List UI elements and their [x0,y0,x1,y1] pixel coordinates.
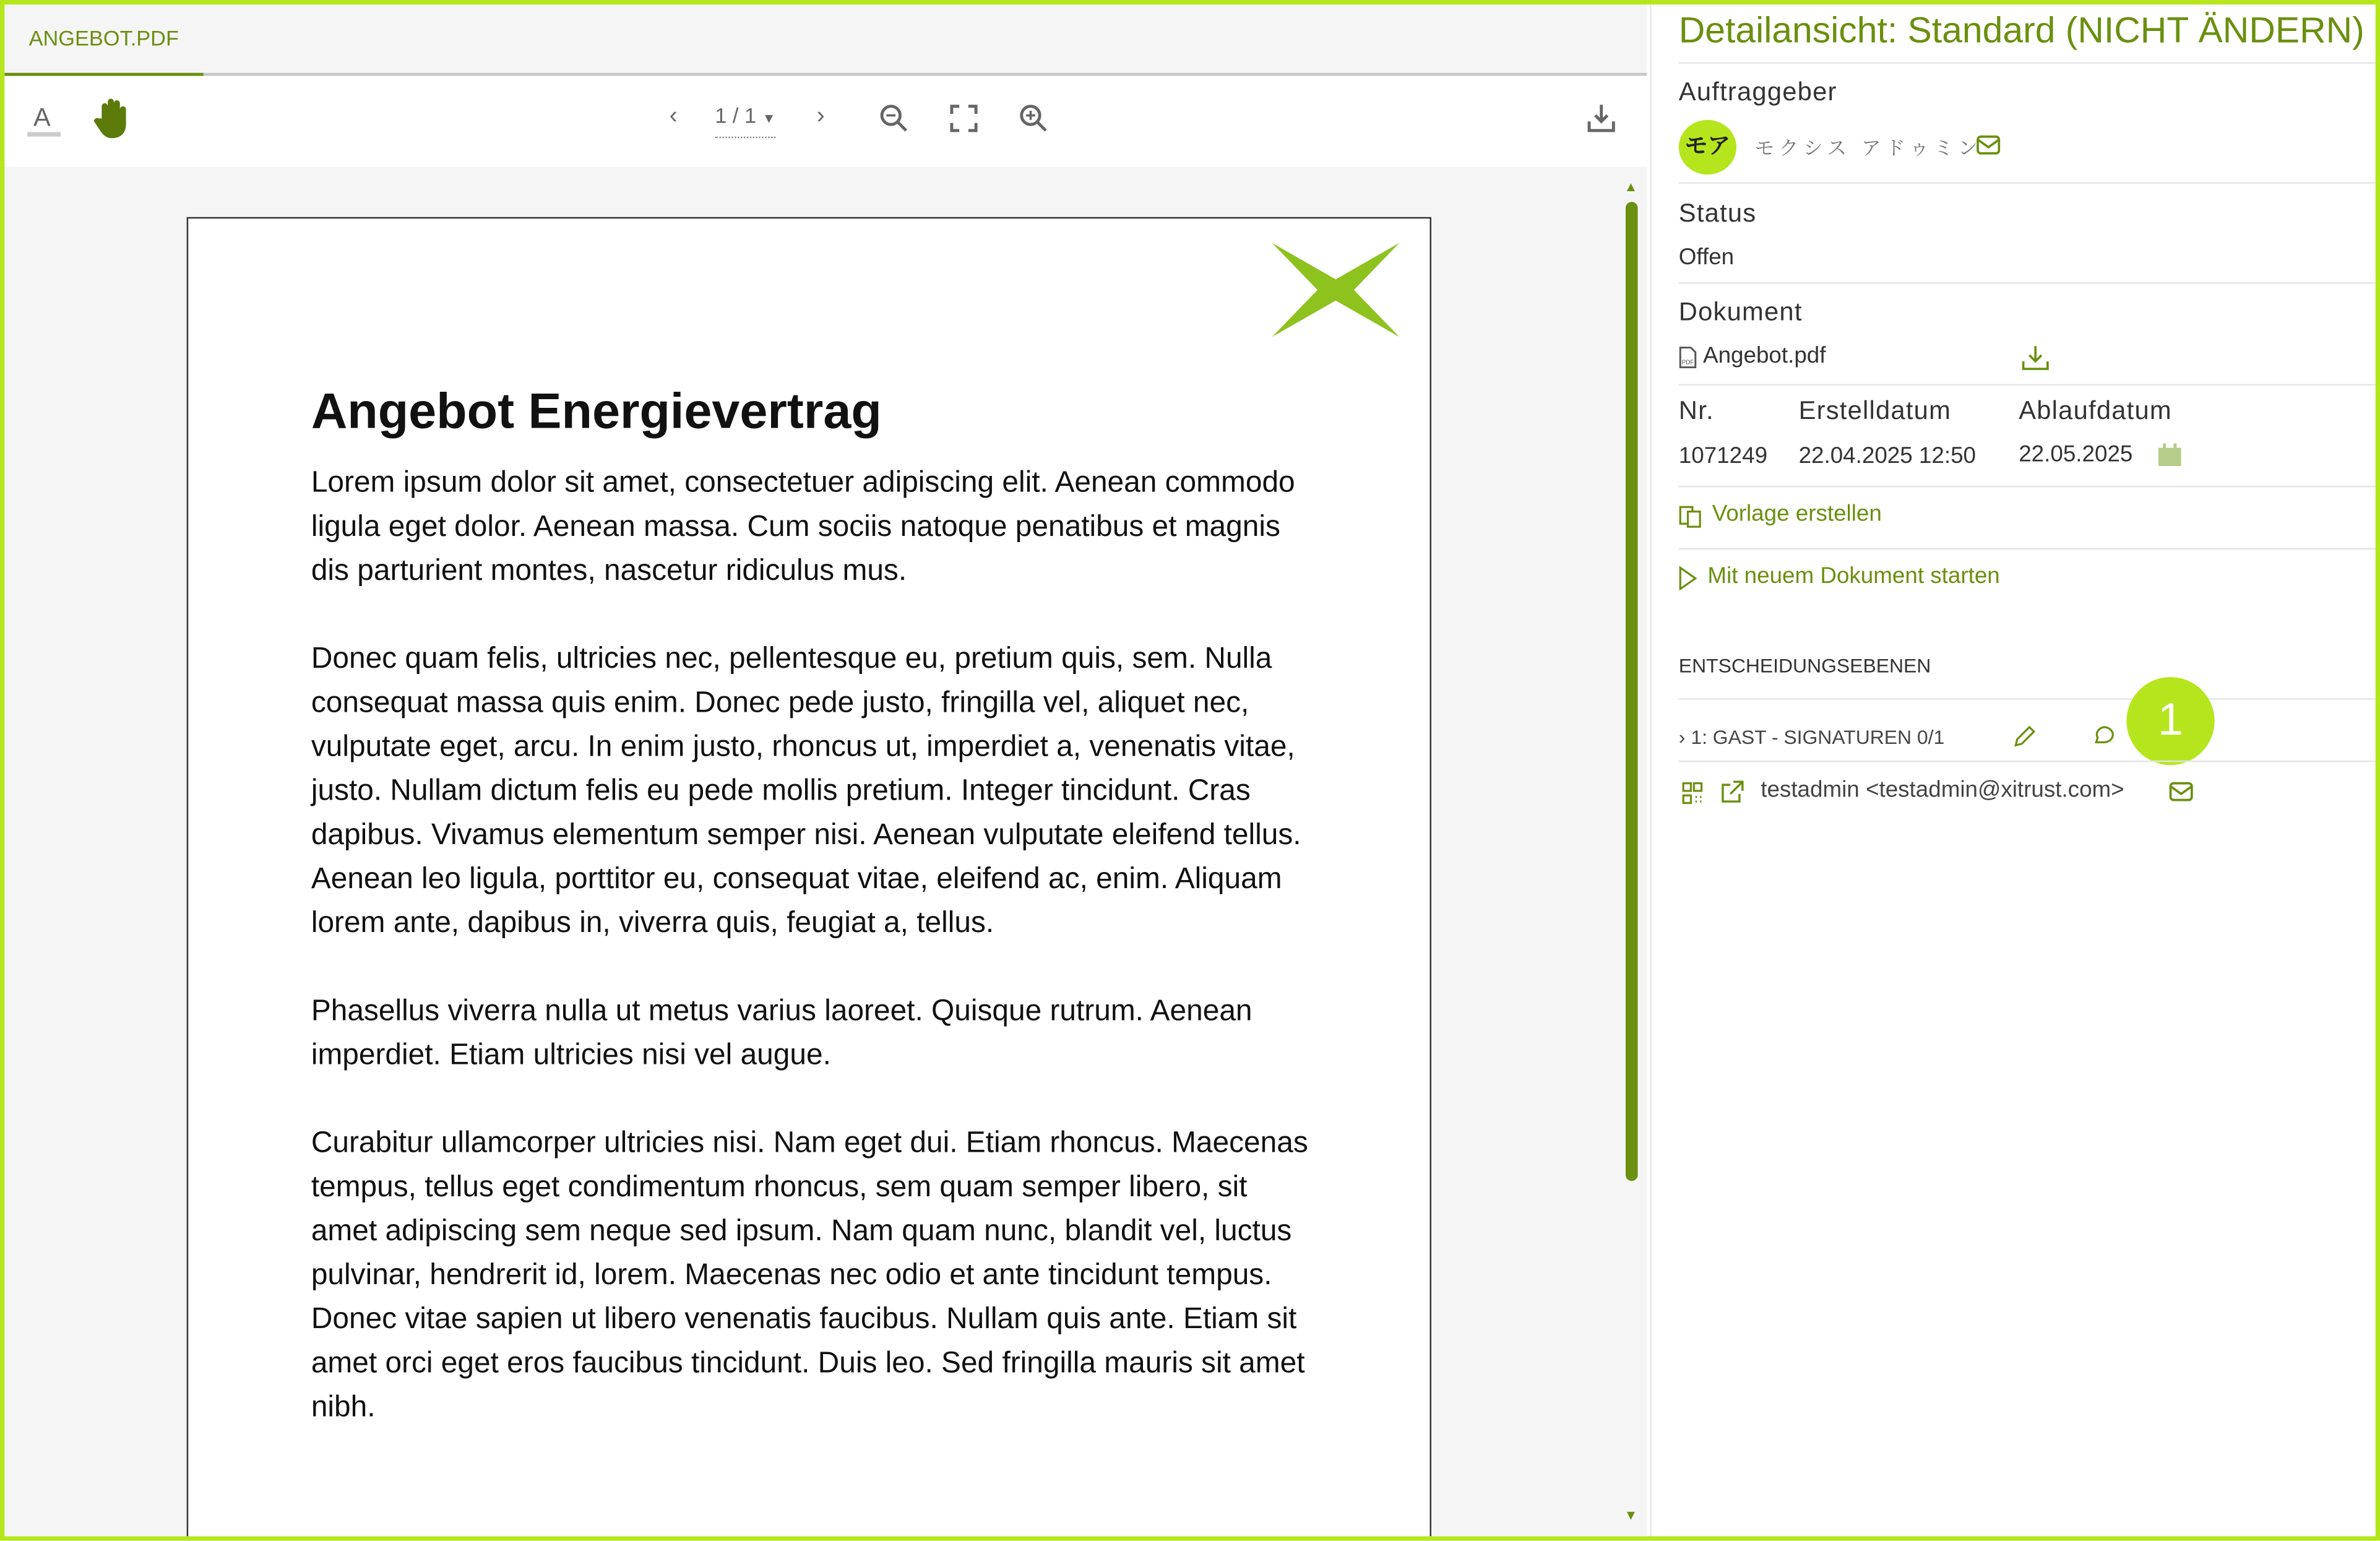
tab-bar [4,4,1647,76]
document-body [311,462,1313,1474]
page-selector[interactable] [715,103,775,138]
expiry-value: 22.05.2025 [2019,441,2133,468]
download-icon[interactable] [1586,103,1616,134]
level-1-label: 1: GAST - SIGNATUREN 0/1 [1691,725,1945,749]
nr-value: 1071249 [1678,443,1768,469]
divider [1679,486,2380,487]
fit-screen-icon[interactable] [949,103,979,134]
zoom-in-icon[interactable] [1019,103,1049,134]
paragraph: Donec quam felis, ultricies nec, pellentesque eu, pretium quis, sem. Nulla consequat massa quis enim. Donec pede justo, fringilla vel, aliquet nec, vulputate eget, arcu. In enim justo, rhoncus ut, imperdiet a, venenatis vitae, justo. Nullam dictum felis eu pede mollis pretium. Integer tincidunt. Cras dapibus. Vivamus elementum semper nisi. Aenean vulputate eleifend tellus. Aenean leo ligula, porttitor eu, consequat vitae, eleifend ac, enim. Aliquam lorem ante, dapibus in, viverra quis, feugiat a, tellus. [311,642,1301,940]
expiry-label: Ablaufdatum [2019,396,2172,425]
divider [1679,548,2380,549]
created-label: Erstelldatum [1798,396,1952,425]
paragraph: Curabitur ullamcorper ultricies nisi. Nam eget dui. Etiam rhoncus. Maecenas tempus, tellus eget condimentum rhoncus, sem quam semper libero, sit amet adipiscing sem neque sed ipsum. Nam quam nunc, blandit vel, luctus pulvinar, hendrerit id, lorem. Maecenas nec odio et ante tincidunt tempus. Donec vitae sapien ut libero venenatis faucibus. Nullam quis ante. Etiam sit amet orci eget eros faucibus tincidunt. Duis leo. Sed fringilla mauris sit amet nibh. [311,1126,1308,1424]
page-indicator: 1 / 1 [715,103,757,128]
document-link[interactable]: Angebot.pdf [1703,343,1826,369]
callout-badge: 1 [2126,677,2214,765]
pdf-viewer [4,4,1647,1540]
create-template-link[interactable]: Vorlage erstellen [1712,501,1882,527]
next-page-icon[interactable]: › [816,103,825,129]
status-label: Status [1678,199,1757,228]
divider [1679,698,2380,699]
status-value: Offen [1678,244,1735,270]
client-label: Auftraggeber [1678,77,1837,106]
divider [1679,282,2380,283]
calendar-icon[interactable] [2158,443,2181,466]
pdf-file-icon [1679,346,1697,369]
comment-icon[interactable] [2092,724,2116,748]
divider [1679,384,2380,386]
scrollbar-thumb[interactable] [1626,202,1638,1181]
copy-icon [1679,504,1703,528]
mail-icon[interactable] [1977,135,2001,155]
zoom-out-icon[interactable] [879,103,909,134]
play-icon [1679,566,1697,590]
hand-pan-icon[interactable] [93,97,132,140]
viewer-toolbar [4,76,1647,167]
nr-label: Nr. [1678,396,1714,425]
avatar: モア [1679,120,1736,175]
document-title: Angebot Energievertrag [311,382,882,439]
prev-page-icon[interactable]: ‹ [669,103,678,129]
mail-icon[interactable] [2169,782,2193,801]
qr-code-icon[interactable] [1682,782,1703,805]
download-icon[interactable] [2022,345,2049,371]
chevron-down-icon: ▼ [762,111,776,126]
paragraph: Phasellus viverra nulla ut metus varius laoreet. Quisque rutrum. Aenean imperdiet. Etiam ultricies nisi vel augue. [311,994,1253,1072]
external-link-icon[interactable] [1720,780,1744,805]
tab-angebot-pdf[interactable]: ANGEBOT.PDF [4,4,203,77]
detail-panel [1650,4,2380,1540]
chevron-right-icon: › [1678,725,1686,749]
levels-heading: ENTSCHEIDUNGSEBENEN [1678,654,1931,677]
signer-entry: testadmin <testadmin@xitrust.com> [1761,777,2124,803]
document-canvas [4,167,1647,1541]
level-1-toggle[interactable] [1679,725,1944,748]
scroll-down-icon[interactable]: ▼ [1624,1507,1638,1523]
svg-text:PDF: PDF [1681,359,1694,366]
divider [1679,761,2380,762]
scroll-up-icon[interactable]: ▲ [1624,179,1638,194]
text-select-icon[interactable] [26,100,63,140]
divider [1679,63,2380,64]
divider [1679,182,2380,183]
company-logo [1272,243,1399,337]
paragraph: Lorem ipsum dolor sit amet, consectetuer adipiscing elit. Aenean commodo ligula eget dolor. Aenean massa. Cum sociis natoque penatibus et magnis dis parturient montes, nascetur ridiculus mus. [311,466,1295,588]
panel-title: Detailansicht: Standard (NICHT ÄNDERN) [1678,11,2365,52]
document-label: Dokument [1678,297,1803,327]
restart-with-new-document-link[interactable]: Mit neuem Dokument starten [1707,563,2000,589]
created-value: 22.04.2025 12:50 [1798,443,1977,469]
pencil-icon[interactable] [2012,724,2037,748]
pdf-page [187,217,1431,1541]
svg-text:A: A [33,102,51,132]
client-name: モクシス アドゥミン [1754,136,1983,160]
